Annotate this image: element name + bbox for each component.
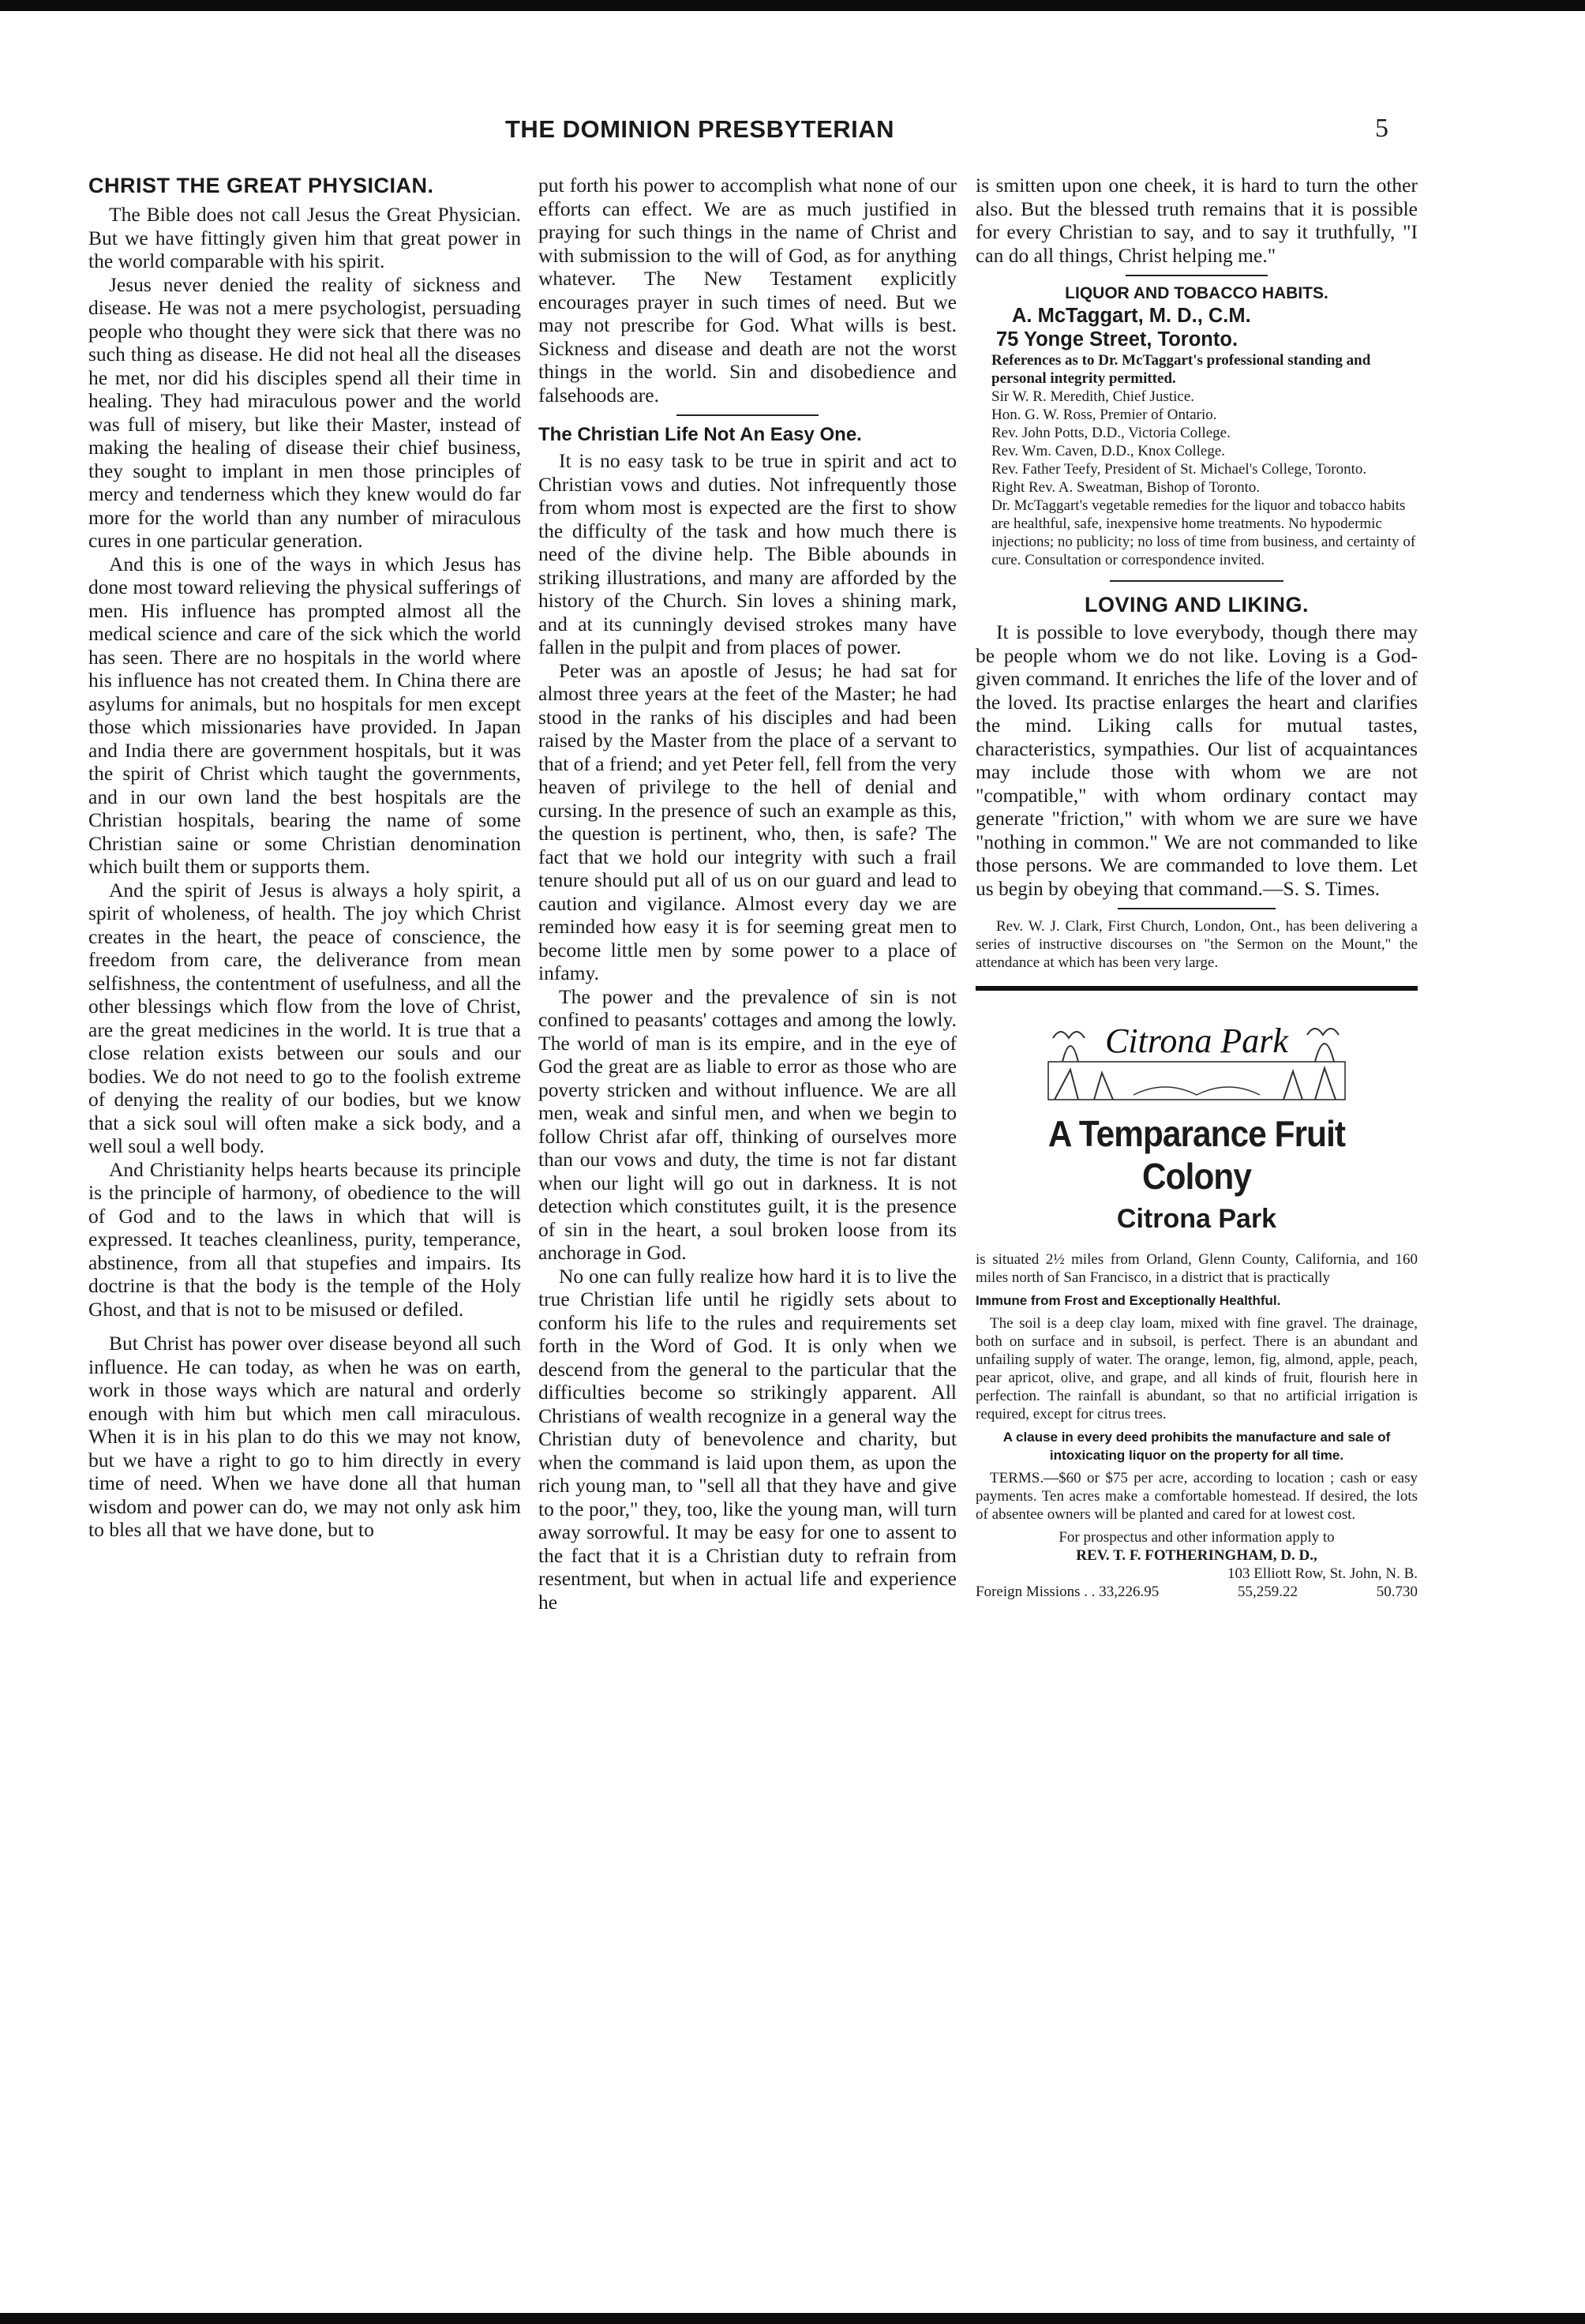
missions-label: Foreign Missions . . 33,226.95 (976, 1584, 1160, 1600)
paragraph-continued: put forth his power to accomplish what none of our efforts can effect. We are as much justified in praying for such things in the name of Christ and with submission to the will of God, as for anything whatever. The New Testament explicitly encourages prayer in such times of need. But we may not prescribe for God. What wills is best. Sickness and disease and death are not the worst things in the world. Sin and disobedience and falsehoods are. (538, 174, 957, 407)
column-2 (538, 174, 957, 1614)
page-bottom-border (0, 2313, 1585, 2324)
paragraph: It is no easy task to be true in spirit and act to Christian vows and duties. Not infrequently those from whom most is expected are the first to show the difficulty of the task and how much there is need of the divine help. The Bible abounds in striking illustrations, and many are afforded by the history of the Church. Sin loves a shining mark, and at its cunningly devised strokes many have fallen in the pulpit and from places of power. (538, 449, 957, 658)
ad-subtitle: Citrona Park (1116, 1204, 1277, 1234)
article-title-christian-life: The Christian Life Not An Easy One. (538, 424, 862, 445)
paragraph: Peter was an apostle of Jesus; he had sat for almost three years at the feet of the Master; he had stood in the ranks of his disciples and had been raised by the Master from the place of a servant to that of a friend; and yet Peter fell, fell from the very heaven of privilege to the hell of denial and cursing. In the presence of such an example as this, the question is pertinent, who, then, is safe? The fact that we hold our integrity with such a frail tenure should put all of us on our guard and lead to caution and vigilance. Almost every day we are reminded how easy it is for seeming great men to become little men by some power to a place of infamy. (538, 658, 957, 984)
divider (1110, 580, 1283, 582)
ad-body: Dr. McTaggart's vegetable remedies for the liquor and tobacco habits are healthful, safe, inexpensive home treatments. No hypodermic injections; no publicity; no loss of time from business, and certainty of cure. Consultation or correspondence invited. (991, 497, 1416, 568)
ad-prospectus: For prospectus and other information apply to (1059, 1529, 1335, 1546)
ad-contact-name: REV. T. F. FOTHERINGHAM, D. D., (1076, 1547, 1317, 1564)
paragraph: But Christ has power over disease beyond all such influence. He can today, as when he was on earth, work in those ways which are natural and orderly enough with him but which men call miraculous. When it is in his plan to do this we may not know, but we have a right to go to him directly in every time of need. When we have done all that human wisdom and power can do, we may not only ask him to bles all that we have done, but to (88, 1332, 521, 1541)
paragraph: Jesus never denied the reality of sickness and disease. He was not a mere psychologist, persuading people who thought they were sick that there was no such thing as disease. He did not heal all the diseases he met, nor did his disciples spend all their time in healing. They had miraculous power and the world was full of misery, but like their Master, instead of making the healing of disease their chief business, they sought to implant in men those principles of mercy and tenderness which they knew would do far more for the world than any number of miraculous cures in one particular generation. (88, 272, 521, 552)
paragraph-continued: is smitten upon one cheek, it is hard to turn the other also. But the blessed truth remains that it is possible for every Christian to say, and to say it truthfully, "I can do all things, Christ helping me." (976, 174, 1418, 267)
missions-value: 55,259.22 (1238, 1584, 1298, 1600)
ad-ref: Right Rev. A. Sweatman, Bishop of Toronto. (991, 479, 1261, 496)
ad-ref: Hon. G. W. Ross, Premier of Ontario. (991, 407, 1217, 423)
spacer (88, 1321, 521, 1332)
masthead-title: THE DOMINION PRESBYTERIAN (505, 115, 895, 143)
banner-text: Citrona Park (1105, 1021, 1288, 1060)
missions-value: 50.730 (1376, 1584, 1418, 1600)
divider (1126, 275, 1268, 276)
column-3 (976, 174, 1418, 1601)
ad-clause: A clause in every deed prohibits the manufacture and sale of intoxicating liquor on the property for all time. (1002, 1430, 1391, 1463)
ad-ref: Sir W. R. Meredith, Chief Justice. (991, 388, 1195, 405)
section-divider (976, 986, 1418, 991)
citrona-park-banner (1047, 1006, 1347, 1101)
ad-contact-address: 103 Elliott Row, St. John, N. B. (1227, 1565, 1418, 1582)
paragraph: And Christianity helps hearts because its principle is the principle of harmony, of obedience to the will of God and to the laws in which that will is expressed. It teaches cleanliness, purity, temperance, abstinence, from all that stupefies and impairs. Its doctrine is that the body is the temple of the Holy Ghost, and that is not to be misused or defiled. (88, 1157, 521, 1321)
ad-immune: Immune from Frost and Exceptionally Healthful. (976, 1293, 1281, 1308)
notice-rev-clark: Rev. W. J. Clark, First Church, London, Ont., has been delivering a series of instructive discourses on "the Sermon on the Mount," the attendance at which has been very large. (976, 918, 1418, 971)
paragraph: And this is one of the ways in which Jesus has done most toward relieving the physical sufferings of men. His influence has prompted almost all the medical science and care of the sick which the world has seen. There are no hospitals in the world where his influence has not created them. In China there are asylums for animals, but no hospitals for men except those which missionaries have provided. In Japan and India there are government hospitals, but it was the spirit of Christ which taught the governments, and in our own land the best hospitals are the Christian hospitals, bearing the name of some Christian saine or some Christian denomination which built them or supports them. (88, 552, 521, 878)
article-title-great-physician: CHRIST THE GREAT PHYSICIAN. (88, 174, 434, 197)
ad-ref: Rev. John Potts, D.D., Victoria College. (991, 425, 1231, 441)
article-title-loving-liking: LOVING AND LIKING. (1085, 593, 1309, 617)
column-1 (88, 174, 521, 1542)
ad-terms: TERMS.—$60 or $75 per acre, according to location ; cash or easy payments. Ten acres make a comfortable homestead. If desired, the lots of absentee owners will be planted and cared for at lowest cost. (976, 1470, 1418, 1523)
paragraph: No one can fully realize how hard it is to live the true Christian life until he rigidly sets about to conform his life to the rules and requirements set forth in the Word of God. It is only when we descend from the general to the particular that the difficulties become so strikingly apparent. All Christians of wealth recognize in a general way the Christian duty of benevolence and charity, but when the command is laid upon them, as upon the rich young man, to "sell all that they have and give to the poor," they, too, like the young man, will turn away sorrowful. It may be easy for one to assent to the fact that it is a Christian duty to refrain from resentment, but when in actual life and experience he (538, 1264, 957, 1614)
paragraph: It is possible to love everybody, though there may be people whom we do not like. Loving is a God-given command. It enriches the life of the lover and of the loved. Its practise enlarges the heart and clarifies the mind. Liking calls for mutual tastes, characteristics, sympathies. Our list of acquaintances may include those with whom we are not "compatible," with whom ordinary contact may generate "friction," with whom we are sure we have "nothing in common." We are not commanded to like those persons. We are commanded to love them. Let us begin by obeying that command.—S. S. Times. (976, 620, 1418, 900)
paragraph: The Bible does not call Jesus the Great Physician. But we have fittingly given him that great power in the world comparable with his spirit. (88, 203, 521, 272)
divider (1118, 908, 1276, 909)
foreign-missions-line (976, 1583, 1418, 1601)
ad-ref: Rev. Father Teefy, President of St. Michael's College, Toronto. (991, 461, 1367, 478)
ad-title: LIQUOR AND TOBACCO HABITS. (1065, 284, 1328, 302)
ad-location: is situated 2½ miles from Orland, Glenn County, California, and 160 miles north of San Francisco, in a district that is practically (976, 1251, 1418, 1286)
ad-title: A Temparance Fruit Colony (1047, 1113, 1346, 1197)
ad-doctor: A. McTaggart, M. D., C.M. (1012, 305, 1251, 327)
ad-ref: Rev. Wm. Caven, D.D., Knox College. (991, 443, 1226, 459)
ad-address: 75 Yonge Street, Toronto. (996, 328, 1238, 350)
paragraph: And the spirit of Jesus is always a holy spirit, a spirit of wholeness, of health. The joy which Christ creates in the heart, the peace of conscience, the freedom from care, the deliverance from mean selfishness, the contentment of usefulness, and all the other blessings which flow from the love of Christ, are the great medicines in the world. It is true that a close relation exists between our souls and our bodies. We do not need to go to the foolish extreme of denying the reality of our bodies, but we know that a sick soul will often make a sick body, and a well soul a well body. (88, 878, 521, 1157)
page-number: 5 (1375, 114, 1388, 143)
advertisement-citrona-park (976, 1006, 1418, 1601)
paragraph: The power and the prevalence of sin is not confined to peasants' cottages and among the lowly. The world of man is its empire, and in the eye of God the great are as liable to error as those who are poverty stricken and without influence. We are all men, weak and sinful men, and when we begin to follow Christ afar off, thinking of ourselves more than our vows and duty, the time is not far distant when our light will go out in darkness. It is not detection which constitutes guilt, it is the presence of sin in the heart, a soul broken loose from its anchorage in God. (538, 984, 957, 1264)
advertisement-liquor-tobacco (976, 284, 1418, 569)
ad-refs-intro: References as to Dr. McTaggart's professional standing and personal integrity permitted. (991, 352, 1371, 387)
divider (676, 414, 819, 416)
page-top-border (0, 0, 1585, 11)
ad-soil: The soil is a deep clay loam, mixed with fine gravel. The drainage, both on surface and in subsoil, is perfect. There is an abundant and unfailing supply of water. The orange, lemon, fig, almond, apple, peach, pear apricot, olive, and grape, and all kinds of fruit, flourish here in perfection. The rainfall is abundant, so that no artificial irrigation is required, except for citrus trees. (976, 1315, 1418, 1423)
